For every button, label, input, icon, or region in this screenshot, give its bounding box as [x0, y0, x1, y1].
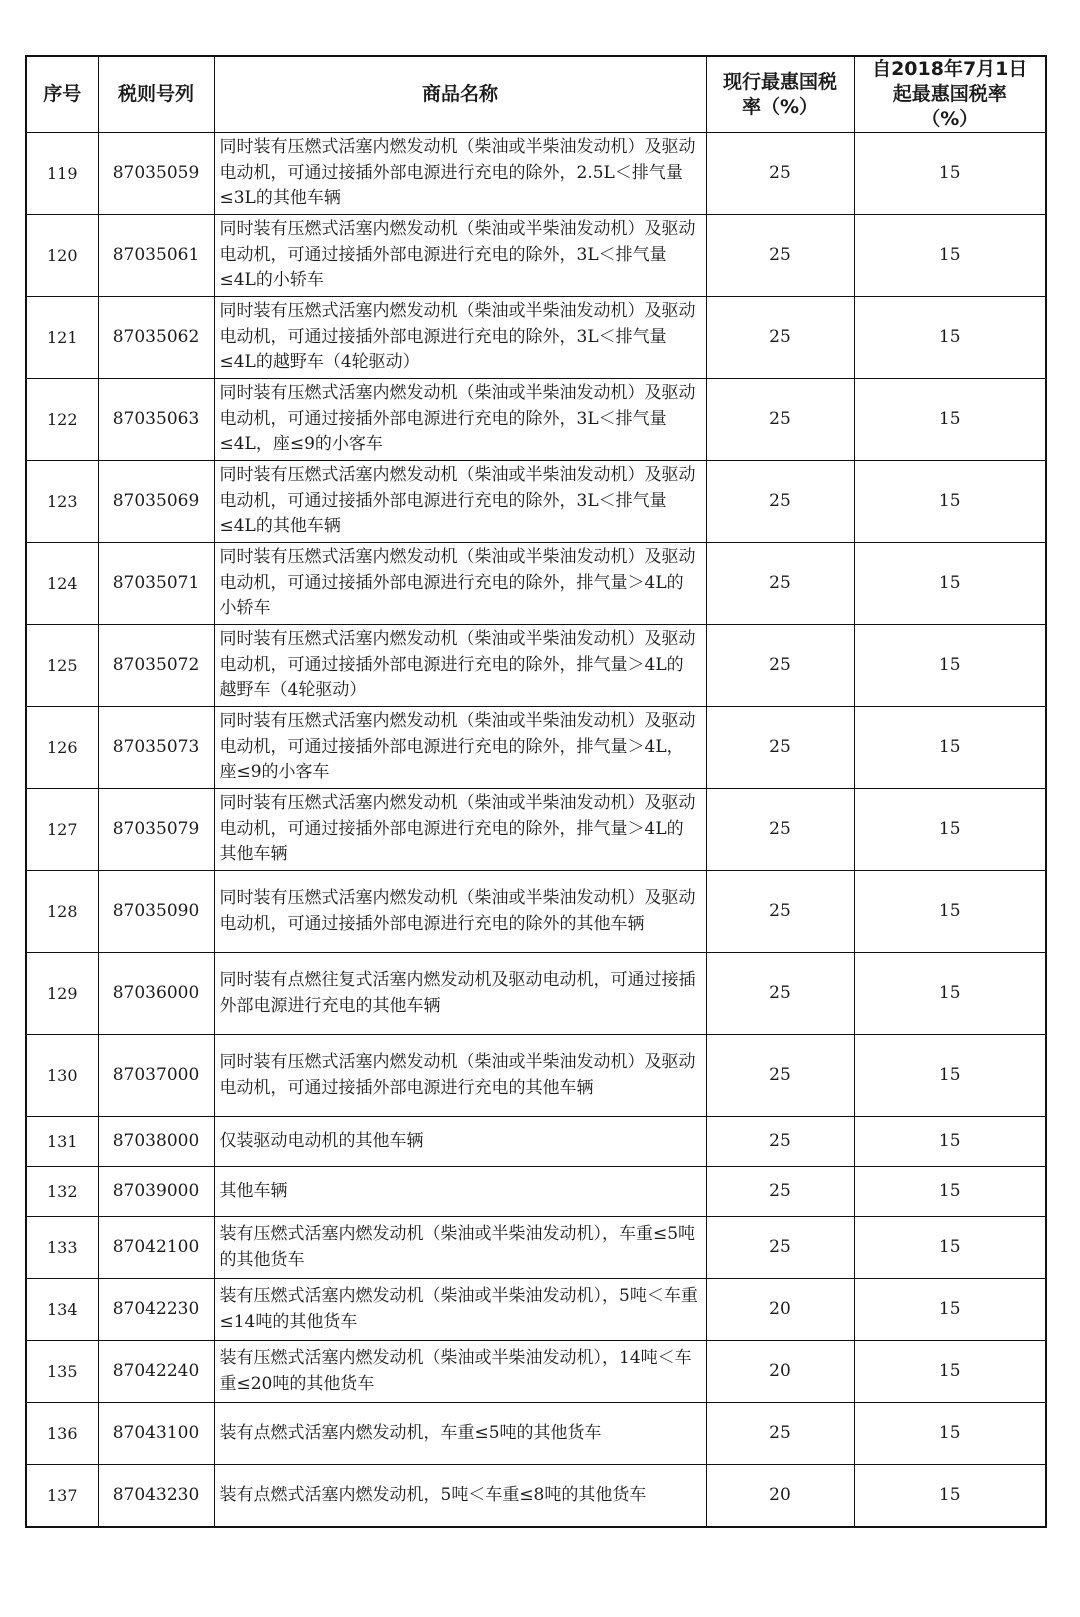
cell-tariff-code: 87035079: [98, 789, 214, 871]
cell-seq: 128: [26, 871, 98, 953]
header-new-line1: 自2018年7月1日: [872, 58, 1028, 80]
cell-current-rate: 25: [706, 1167, 854, 1217]
table-header: [26, 56, 1046, 133]
table-row: [26, 543, 1046, 625]
cell-product-name: 同时装有压燃式活塞内燃发动机（柴油或半柴油发动机）及驱动电动机，可通过接插外部电源进行充电的其他车辆: [214, 1035, 706, 1117]
cell-current-rate: 25: [706, 215, 854, 297]
cell-current-rate: 25: [706, 543, 854, 625]
cell-seq: 133: [26, 1217, 98, 1279]
cell-new-rate: 15: [854, 543, 1046, 625]
cell-new-rate: 15: [854, 1217, 1046, 1279]
cell-current-rate: 25: [706, 789, 854, 871]
cell-new-rate: 15: [854, 215, 1046, 297]
cell-new-rate: 15: [854, 707, 1046, 789]
cell-tariff-code: 87039000: [98, 1167, 214, 1217]
cell-new-rate: 15: [854, 297, 1046, 379]
table-row: [26, 215, 1046, 297]
cell-seq: 131: [26, 1117, 98, 1167]
cell-current-rate: 25: [706, 1217, 854, 1279]
cell-seq: 119: [26, 133, 98, 215]
cell-current-rate: 25: [706, 1035, 854, 1117]
table-row: [26, 1403, 1046, 1465]
cell-seq: 136: [26, 1403, 98, 1465]
cell-product-name: 装有压燃式活塞内燃发动机（柴油或半柴油发动机），14吨＜车重≤20吨的其他货车: [214, 1341, 706, 1403]
cell-product-name: 装有压燃式活塞内燃发动机（柴油或半柴油发动机），车重≤5吨的其他货车: [214, 1217, 706, 1279]
cell-current-rate: 25: [706, 953, 854, 1035]
cell-product-name: 同时装有压燃式活塞内燃发动机（柴油或半柴油发动机）及驱动电动机，可通过接插外部电源进行充电的除外，3L＜排气量≤4L的其他车辆: [214, 461, 706, 543]
cell-current-rate: 25: [706, 133, 854, 215]
cell-product-name: 同时装有压燃式活塞内燃发动机（柴油或半柴油发动机）及驱动电动机，可通过接插外部电源进行充电的除外，3L＜排气量≤4L，座≤9的小客车: [214, 379, 706, 461]
cell-seq: 129: [26, 953, 98, 1035]
cell-current-rate: 25: [706, 297, 854, 379]
cell-new-rate: 15: [854, 461, 1046, 543]
cell-new-rate: 15: [854, 379, 1046, 461]
table-row: [26, 1035, 1046, 1117]
cell-seq: 120: [26, 215, 98, 297]
cell-seq: 130: [26, 1035, 98, 1117]
cell-seq: 123: [26, 461, 98, 543]
cell-seq: 137: [26, 1465, 98, 1527]
table-row: [26, 1465, 1046, 1527]
cell-seq: 127: [26, 789, 98, 871]
table-row: [26, 379, 1046, 461]
cell-tariff-code: 87037000: [98, 1035, 214, 1117]
cell-seq: 132: [26, 1167, 98, 1217]
cell-new-rate: 15: [854, 1117, 1046, 1167]
cell-seq: 124: [26, 543, 98, 625]
cell-tariff-code: 87035059: [98, 133, 214, 215]
cell-new-rate: 15: [854, 133, 1046, 215]
cell-product-name: 同时装有压燃式活塞内燃发动机（柴油或半柴油发动机）及驱动电动机，可通过接插外部电源进行充电的除外，排气量＞4L，座≤9的小客车: [214, 707, 706, 789]
cell-new-rate: 15: [854, 871, 1046, 953]
cell-tariff-code: 87035073: [98, 707, 214, 789]
cell-tariff-code: 87042230: [98, 1279, 214, 1341]
cell-tariff-code: 87042240: [98, 1341, 214, 1403]
tariff-table: [25, 55, 1047, 1528]
header-new-mfn-rate: [854, 56, 1046, 133]
cell-current-rate: 25: [706, 707, 854, 789]
cell-current-rate: 25: [706, 871, 854, 953]
cell-current-rate: 20: [706, 1465, 854, 1527]
header-new-line3: （%）: [921, 108, 979, 130]
cell-product-name: 同时装有压燃式活塞内燃发动机（柴油或半柴油发动机）及驱动电动机，可通过接插外部电源进行充电的除外，2.5L＜排气量≤3L的其他车辆: [214, 133, 706, 215]
cell-current-rate: 25: [706, 625, 854, 707]
cell-product-name: 装有点燃式活塞内燃发动机，车重≤5吨的其他货车: [214, 1403, 706, 1465]
table-row: [26, 461, 1046, 543]
cell-tariff-code: 87035071: [98, 543, 214, 625]
table-row: [26, 1167, 1046, 1217]
cell-new-rate: 15: [854, 953, 1046, 1035]
cell-seq: 121: [26, 297, 98, 379]
cell-product-name: 同时装有压燃式活塞内燃发动机（柴油或半柴油发动机）及驱动电动机，可通过接插外部电源进行充电的除外，排气量＞4L的小轿车: [214, 543, 706, 625]
cell-seq: 126: [26, 707, 98, 789]
table-row: [26, 1117, 1046, 1167]
cell-current-rate: 25: [706, 1117, 854, 1167]
table-body: [26, 133, 1046, 1527]
cell-product-name: 装有压燃式活塞内燃发动机（柴油或半柴油发动机），5吨＜车重≤14吨的其他货车: [214, 1279, 706, 1341]
cell-new-rate: 15: [854, 1279, 1046, 1341]
cell-tariff-code: 87035069: [98, 461, 214, 543]
header-new-line2: 起最惠国税率: [892, 83, 1007, 105]
cell-product-name: 同时装有点燃往复式活塞内燃发动机及驱动电动机，可通过接插外部电源进行充电的其他车辆: [214, 953, 706, 1035]
cell-tariff-code: 87035061: [98, 215, 214, 297]
cell-new-rate: 15: [854, 625, 1046, 707]
table-row: [26, 789, 1046, 871]
table-row: [26, 871, 1046, 953]
cell-new-rate: 15: [854, 1341, 1046, 1403]
cell-seq: 134: [26, 1279, 98, 1341]
header-current-line1: 现行最惠国税: [722, 70, 837, 93]
cell-new-rate: 15: [854, 789, 1046, 871]
cell-tariff-code: 87043230: [98, 1465, 214, 1527]
table-row: [26, 133, 1046, 215]
table-row: [26, 953, 1046, 1035]
cell-tariff-code: 87035063: [98, 379, 214, 461]
header-current-mfn-rate: [706, 56, 854, 133]
cell-product-name: 其他车辆: [214, 1167, 706, 1217]
table-row: [26, 707, 1046, 789]
cell-product-name: 装有点燃式活塞内燃发动机，5吨＜车重≤8吨的其他货车: [214, 1465, 706, 1527]
cell-tariff-code: 87043100: [98, 1403, 214, 1465]
cell-seq: 122: [26, 379, 98, 461]
cell-product-name: 同时装有压燃式活塞内燃发动机（柴油或半柴油发动机）及驱动电动机，可通过接插外部电源进行充电的除外，3L＜排气量≤4L的小轿车: [214, 215, 706, 297]
header-row: [26, 56, 1046, 133]
cell-new-rate: 15: [854, 1403, 1046, 1465]
cell-current-rate: 20: [706, 1279, 854, 1341]
cell-product-name: 同时装有压燃式活塞内燃发动机（柴油或半柴油发动机）及驱动电动机，可通过接插外部电源进行充电的除外，3L＜排气量≤4L的越野车（4轮驱动）: [214, 297, 706, 379]
cell-product-name: 同时装有压燃式活塞内燃发动机（柴油或半柴油发动机）及驱动电动机，可通过接插外部电源进行充电的除外的其他车辆: [214, 871, 706, 953]
header-seq: 序号: [26, 56, 98, 133]
cell-new-rate: 15: [854, 1035, 1046, 1117]
header-product-name: 商品名称: [214, 56, 706, 133]
cell-current-rate: 25: [706, 1403, 854, 1465]
cell-new-rate: 15: [854, 1167, 1046, 1217]
table-row: [26, 297, 1046, 379]
cell-tariff-code: 87035072: [98, 625, 214, 707]
cell-product-name: 仅装驱动电动机的其他车辆: [214, 1117, 706, 1167]
tariff-sheet: [25, 55, 1045, 1528]
cell-tariff-code: 87042100: [98, 1217, 214, 1279]
cell-product-name: 同时装有压燃式活塞内燃发动机（柴油或半柴油发动机）及驱动电动机，可通过接插外部电源进行充电的除外，排气量＞4L的越野车（4轮驱动）: [214, 625, 706, 707]
cell-seq: 135: [26, 1341, 98, 1403]
header-current-line2: 率（%）: [741, 95, 819, 118]
table-row: [26, 1217, 1046, 1279]
cell-tariff-code: 87035062: [98, 297, 214, 379]
cell-tariff-code: 87036000: [98, 953, 214, 1035]
table-row: [26, 1279, 1046, 1341]
cell-current-rate: 25: [706, 461, 854, 543]
cell-tariff-code: 87038000: [98, 1117, 214, 1167]
cell-product-name: 同时装有压燃式活塞内燃发动机（柴油或半柴油发动机）及驱动电动机，可通过接插外部电源进行充电的除外，排气量＞4L的其他车辆: [214, 789, 706, 871]
table-row: [26, 1341, 1046, 1403]
cell-current-rate: 25: [706, 379, 854, 461]
cell-seq: 125: [26, 625, 98, 707]
table-row: [26, 625, 1046, 707]
header-tariff-code: 税则号列: [98, 56, 214, 133]
cell-tariff-code: 87035090: [98, 871, 214, 953]
cell-new-rate: 15: [854, 1465, 1046, 1527]
cell-current-rate: 20: [706, 1341, 854, 1403]
